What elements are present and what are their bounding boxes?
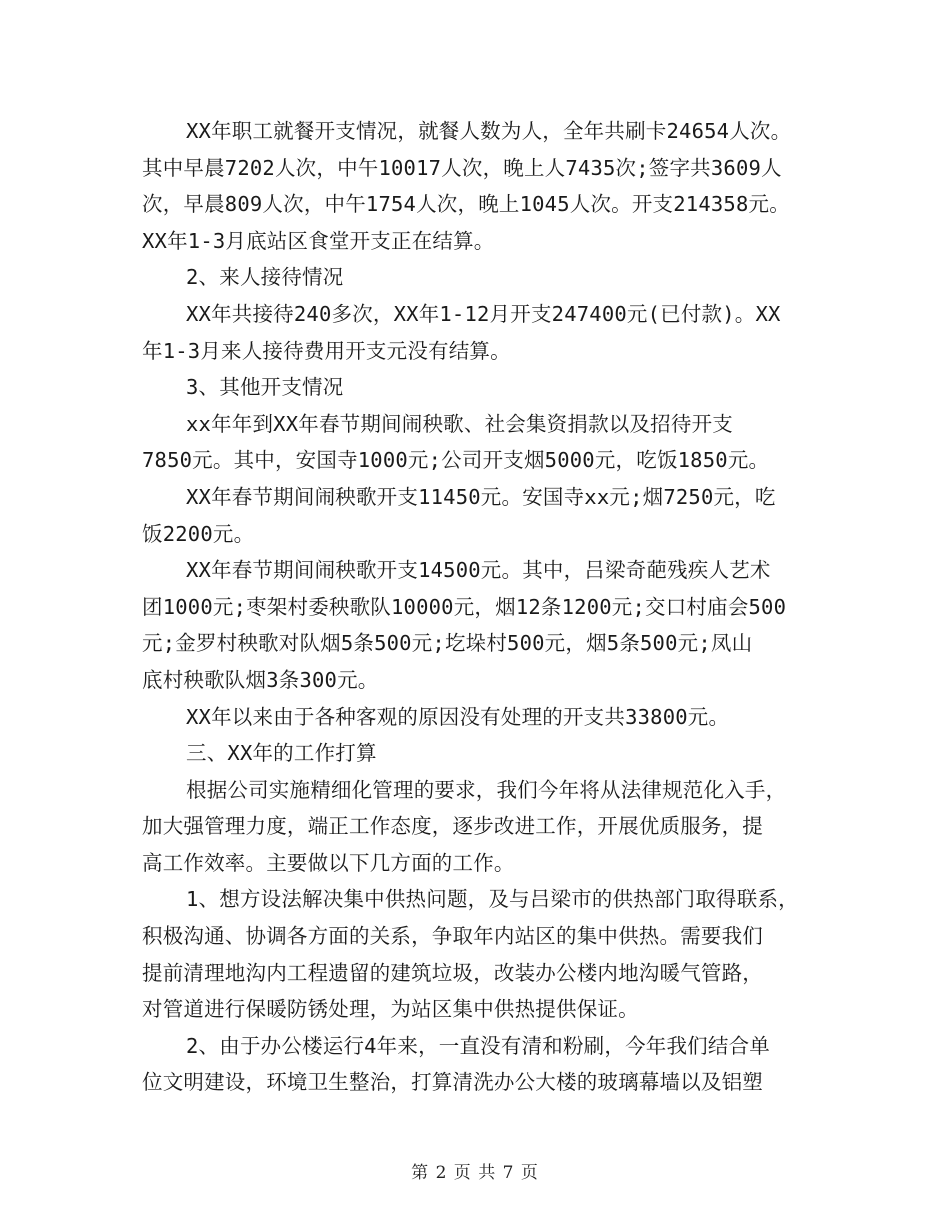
text-line: 根据公司实施精细化管理的要求，我们今年将从法律规范化入手， <box>186 777 787 802</box>
text-line: 1、想方设法解决集中供热问题，及与吕梁市的供热部门取得联系， <box>186 887 799 912</box>
text-line: 提前清理地沟内工程遗留的建筑垃圾，改装办公楼内地沟暖气管路， <box>142 960 763 985</box>
text-line: XX年春节期间闹秧歌开支14500元。其中，吕梁奇葩残疾人艺术 <box>186 558 771 583</box>
text-line: 元;金罗村秧歌对队烟5条500元;圪垛村500元，烟5条500元;凤山 <box>142 631 753 656</box>
text-line: 底村秧歌队烟3条300元。 <box>142 667 379 692</box>
text-line: 加大强管理力度，端正工作态度，逐步改进工作，开展优质服务，提 <box>142 814 763 839</box>
text-line: XX年以来由于各种客观的原因没有处理的开支共33800元。 <box>186 704 730 729</box>
text-line: 2、由于办公楼运行4年来，一直没有清和粉刷，今年我们结合单 <box>186 1033 770 1058</box>
text-line: XX年共接待240多次，XX年1-12月开支247400元(已付款)。XX <box>186 301 781 326</box>
page-number-footer: 第 2 页 共 7 页 <box>411 1163 539 1183</box>
document-body <box>142 113 822 1101</box>
text-line: 次，早晨809人次，中午1754人次，晚上1045人次。开支214358元。 <box>142 192 790 217</box>
text-line: 其中早晨7202人次，中午10017人次，晚上人7435次;签字共3609人 <box>142 155 782 180</box>
text-line: 团1000元;枣架村委秧歌队10000元，烟12条1200元;交口村庙会500 <box>142 594 787 619</box>
text-line: 饭2200元。 <box>142 521 255 546</box>
text-line: 2、来人接待情况 <box>186 265 344 290</box>
text-line: XX年春节期间闹秧歌开支11450元。安国寺xx元;烟7250元，吃 <box>186 484 776 509</box>
text-line: XX年1-3月底站区食堂开支正在结算。 <box>142 228 495 253</box>
text-line: 7850元。其中，安国寺1000元;公司开支烟5000元，吃饭1850元。 <box>142 448 770 473</box>
text-line: 3、其他开支情况 <box>186 375 344 400</box>
text-line: 年1-3月来人接待费用开支元没有结算。 <box>142 338 511 363</box>
text-line: 积极沟通、协调各方面的关系，争取年内站区的集中供热。需要我们 <box>142 924 763 949</box>
text-line: XX年职工就餐开支情况，就餐人数为人，全年共刷卡24654人次。 <box>186 119 792 143</box>
text-line: 高工作效率。主要做以下几方面的工作。 <box>142 850 515 875</box>
text-line: xx年年到XX年春节期间闹秧歌、社会集资捐款以及招待开支 <box>186 411 733 436</box>
text-line: 三、XX年的工作打算 <box>186 741 377 766</box>
text-line: 位文明建设，环境卫生整治，打算清洗办公大楼的玻璃幕墙以及铝塑 <box>142 1070 763 1095</box>
text-line: 对管道进行保暖防锈处理，为站区集中供热提供保证。 <box>142 997 639 1022</box>
